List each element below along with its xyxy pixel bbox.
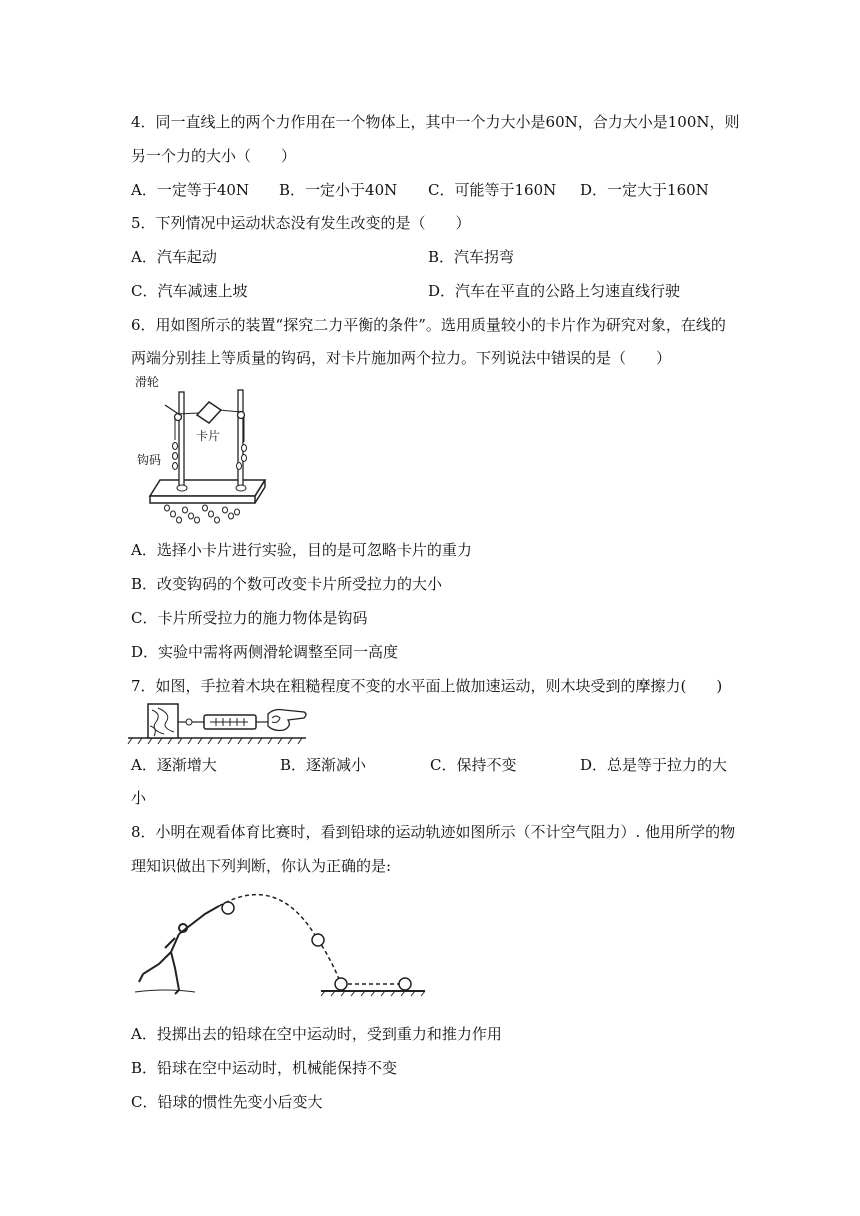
q5-option-a: A．汽车起动 [131,248,217,266]
right-pulley [238,412,245,419]
card-shape [197,402,221,423]
q6-option-b: B．改变钩码的个数可改变卡片所受拉力的大小 [131,575,443,593]
q4-option-c: C．可能等于160N [428,181,557,199]
q4-option-d: D．一定大于160N [580,181,709,199]
q6-option-d: D．实验中需将两侧滑轮调整至同一高度 [131,643,399,661]
q4-stem-line2: 另一个力的大小（ ） [131,147,297,165]
q7-option-b: B．逐渐减小 [280,756,367,774]
two-force-balance-apparatus-figure [135,360,275,525]
q8-option-a: A．投掷出去的铅球在空中运动时，受到重力和推力作用 [131,1025,502,1043]
shot-put-trajectory-figure [135,892,435,1007]
wooden-block [148,704,178,738]
q4-stem-line1: 4．同一直线上的两个力作用在一个物体上，其中一个力大小是60N，合力大小是100N，则 [131,113,740,131]
weights-label: 钩码 [137,453,162,467]
q5-option-b: B．汽车拐弯 [428,248,515,266]
q8-stem-line2: 理知识做出下列判断，你认为正确的是: [131,857,392,875]
q8-option-b: B．铅球在空中运动时，机械能保持不变 [131,1059,398,1077]
shot-put-ball [312,934,324,946]
q8-option-c: C．铅球的惯性先变小后变大 [131,1093,323,1111]
q6-stem-line1: 6．用如图所示的装置“探究二力平衡的条件”。选用质量较小的卡片作为研究对象，在线的 [131,316,726,334]
q5-option-c: C．汽车减速上坡 [131,282,248,300]
q7-stem: 7．如图，手拉着木块在粗糙程度不变的水平面上做加速运动，则木块受到的摩擦力( ) [131,677,723,695]
athlete-shape [139,906,219,994]
q7-option-a: A．逐渐增大 [131,756,217,774]
q5-option-d: D．汽车在平直的公路上匀速直线行驶 [428,282,681,300]
q8-stem-line1: 8．小明在观看体育比赛时，看到铅球的运动轨迹如图所示（不计空气阻力）. 他用所学的物 [131,823,736,841]
q5-stem: 5．下列情况中运动状态没有发生改变的是（ ） [131,214,471,232]
q4-option-b: B．一定小于40N [279,181,398,199]
shot-put-ball [222,902,234,914]
q6-option-a: A．选择小卡片进行实验，目的是可忽略卡片的重力 [131,541,472,559]
shot-put-ball [399,978,411,990]
shot-put-ball [335,978,347,990]
pulley-label: 滑轮 [135,375,160,389]
q6-stem-line2: 两端分别挂上等质量的钩码，对卡片施加两个拉力。下列说法中错误的是（ ） [131,349,672,367]
block-pulled-by-spring-scale-figure [128,700,308,748]
card-label: 卡片 [196,429,221,443]
q7-option-d-wrap: 小 [131,789,147,807]
q6-option-c: C．卡片所受拉力的施力物体是钩码 [131,609,368,627]
hand-shape [268,710,306,731]
q7-option-c: C．保持不变 [430,756,517,774]
q7-option-d: D．总是等于拉力的大 [580,756,728,774]
q4-option-a: A．一定等于40N [131,181,250,199]
left-pulley [175,414,182,421]
